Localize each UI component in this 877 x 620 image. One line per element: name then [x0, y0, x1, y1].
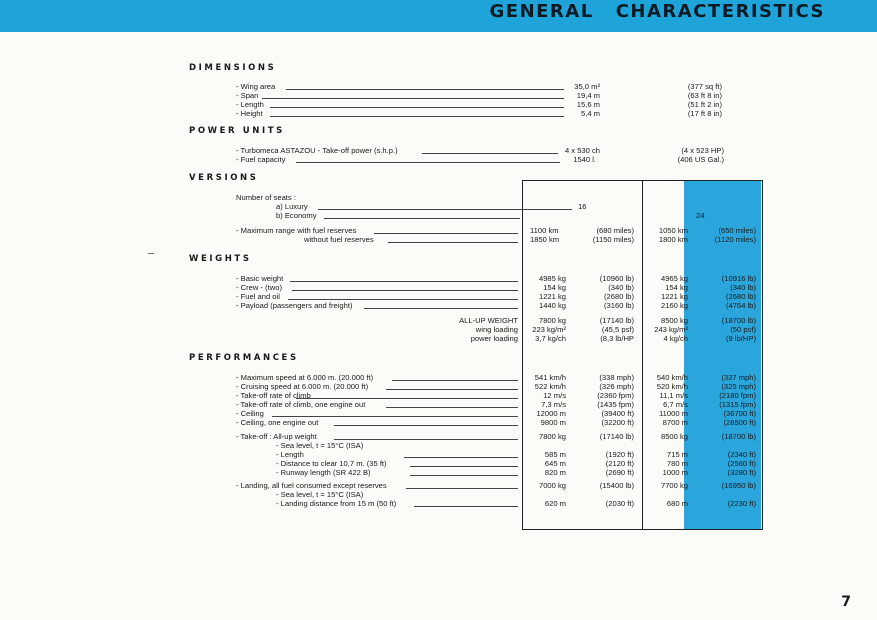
leader-line — [270, 107, 564, 108]
luxury-value: 820 m — [544, 468, 566, 477]
performance-label: - Sea level, t = 15°C (ISA) — [276, 441, 364, 450]
luxury-value: 585 m — [544, 450, 566, 459]
weight-label: - Basic weight — [236, 274, 284, 283]
performance-label: - Maximum speed at 6.000 m. (20.000 ft) — [236, 373, 374, 382]
economy-value: 6,7 m/s — [663, 400, 688, 409]
economy-imperial: (2180 fpm) — [719, 391, 756, 400]
performance-label: - Sea level, t = 15°C (ISA) — [276, 490, 364, 499]
economy-imperial: (9 lb/HP) — [726, 334, 756, 343]
luxury-value: 522 km/h — [534, 382, 566, 391]
luxury-value: 1440 kg — [538, 301, 566, 310]
section-title-dimensions: DIMENSIONS — [189, 63, 277, 73]
dimension-imperial: (377 sq ft) — [687, 82, 722, 91]
dimension-metric: 19,4 m — [576, 91, 600, 100]
leader-line — [262, 98, 564, 99]
performance-label: - Cruising speed at 6.000 m. (20.000 ft) — [236, 382, 369, 391]
luxury-imperial: (45,5 psf) — [601, 325, 634, 334]
economy-imperial: (18700 lb) — [721, 432, 756, 441]
power-label: - Fuel capacity — [236, 155, 286, 164]
dimension-label: - Span — [236, 91, 259, 100]
dimension-imperial: (17 ft 8 in) — [687, 109, 722, 118]
economy-imperial: (340 lb) — [730, 283, 756, 292]
economy-value: 715 m — [666, 450, 688, 459]
luxury-value: 7000 kg — [538, 481, 566, 490]
power-metric: 1540 l. — [573, 155, 596, 164]
economy-imperial: (2340 ft) — [727, 450, 756, 459]
luxury-imperial: (680 miles) — [596, 226, 634, 235]
luxury-value: 7800 kg — [538, 432, 566, 441]
luxury-label: a) Luxury — [276, 202, 308, 211]
leader-line — [324, 218, 520, 219]
leader-line — [334, 425, 518, 426]
economy-value: 1000 m — [662, 468, 688, 477]
leader-line — [392, 380, 518, 381]
luxury-value: 1850 km — [530, 235, 560, 244]
luxury-value: 154 kg — [543, 283, 566, 292]
economy-imperial: (16950 lb) — [721, 481, 756, 490]
economy-value: 520 km/h — [656, 382, 688, 391]
luxury-imperial: (32200 ft) — [601, 418, 634, 427]
dimension-metric: 5,4 m — [581, 109, 600, 118]
dimension-metric: 35,0 m² — [574, 82, 600, 91]
range-with-reserves-label: - Maximum range with fuel reserves — [236, 226, 357, 235]
leader-line — [414, 506, 518, 507]
leader-line — [292, 290, 518, 291]
leader-line — [272, 416, 518, 417]
section-title-performances: PERFORMANCES — [189, 353, 299, 363]
economy-imperial: (1315 fpm) — [719, 400, 756, 409]
economy-value: 680 m — [666, 499, 688, 508]
economy-imperial: (10916 lb) — [721, 274, 756, 283]
economy-value: 8700 m — [662, 418, 688, 427]
performance-label: - Ceiling, one engine out — [236, 418, 319, 427]
economy-seats-value: 24 — [696, 211, 705, 220]
leader-line — [334, 439, 518, 440]
luxury-imperial: (2120 ft) — [605, 459, 634, 468]
table-top-edge — [642, 180, 684, 181]
economy-value: 1800 km — [658, 235, 688, 244]
luxury-imperial: (2680 lb) — [604, 292, 634, 301]
power-metric: 4 x 530 ch — [564, 146, 600, 155]
power-loading-label: power loading — [470, 334, 518, 343]
luxury-imperial: (340 lb) — [608, 283, 634, 292]
dimension-label: - Height — [236, 109, 263, 118]
dimension-imperial: (63 ft 8 in) — [687, 91, 722, 100]
all-up-weight-label: ALL-UP WEIGHT — [459, 316, 518, 325]
economy-imperial: (36700 ft) — [723, 409, 756, 418]
page-title — [490, 1, 826, 22]
economy-value: 243 kg/m² — [654, 325, 688, 334]
range-without-reserves-label: without fuel reserves — [304, 235, 374, 244]
luxury-imperial: (17140 lb) — [599, 432, 634, 441]
economy-imperial: (18700 lb) — [721, 316, 756, 325]
leader-line — [410, 466, 518, 467]
economy-value: 1221 kg — [660, 292, 688, 301]
weight-label: - Crew - (two) — [236, 283, 282, 292]
wing-loading-label: wing loading — [475, 325, 518, 334]
economy-value: 154 kg — [665, 283, 688, 292]
power-imperial: (406 US Gal.) — [677, 155, 724, 164]
leader-line — [388, 242, 518, 243]
leader-line — [296, 162, 560, 163]
luxury-imperial: (338 mph) — [599, 373, 634, 382]
economy-value: 1050 km — [658, 226, 688, 235]
luxury-value: 3,7 kg/ch — [535, 334, 566, 343]
economy-imperial: (28500 ft) — [723, 418, 756, 427]
luxury-value: 9800 m — [540, 418, 566, 427]
economy-value: 2160 kg — [660, 301, 688, 310]
luxury-value: 541 km/h — [534, 373, 566, 382]
economy-imperial: (3280 ft) — [727, 468, 756, 477]
luxury-value: 7,3 m/s — [541, 400, 566, 409]
performance-label: - Distance to clear 10,7 m. (35 ft) — [276, 459, 387, 468]
leader-line — [422, 153, 558, 154]
power-imperial: (4 x 523 HP) — [681, 146, 724, 155]
margin-tick — [148, 253, 154, 254]
luxury-imperial: (39400 ft) — [601, 409, 634, 418]
economy-value: 540 km/h — [656, 373, 688, 382]
luxury-value: 12000 m — [536, 409, 566, 418]
economy-imperial: (337 mph) — [721, 373, 756, 382]
leader-line — [406, 488, 518, 489]
economy-imperial: (650 miles) — [718, 226, 756, 235]
economy-imperial: (4764 lb) — [726, 301, 756, 310]
luxury-value: 4985 kg — [538, 274, 566, 283]
performance-label: - Take-off rate of climb, one engine out — [236, 400, 366, 409]
dimension-metric: 15,6 m — [576, 100, 600, 109]
luxury-seats-value: 16 — [578, 202, 587, 211]
luxury-imperial: (2030 ft) — [605, 499, 634, 508]
economy-value: 11,1 m/s — [659, 391, 688, 400]
economy-value: 4965 kg — [660, 274, 688, 283]
performance-label: - Take-off rate of climb — [236, 391, 311, 400]
luxury-imperial: (17140 lb) — [599, 316, 634, 325]
leader-line — [286, 89, 564, 90]
economy-value: 8500 kg — [660, 432, 688, 441]
luxury-imperial: (1150 miles) — [592, 235, 634, 244]
leader-line — [270, 116, 564, 117]
leader-line — [374, 233, 518, 234]
leader-line — [404, 457, 518, 458]
leader-line — [410, 475, 518, 476]
economy-label: b) Economy — [276, 211, 317, 220]
luxury-value: 12 m/s — [543, 391, 566, 400]
leader-line — [386, 389, 518, 390]
section-title-weights: WEIGHTS — [189, 254, 252, 264]
leader-line — [296, 398, 518, 399]
economy-value: 7700 kg — [660, 481, 688, 490]
economy-imperial: (50 psf) — [730, 325, 756, 334]
luxury-value: 1221 kg — [538, 292, 566, 301]
economy-imperial: (325 mph) — [721, 382, 756, 391]
leader-line — [364, 308, 518, 309]
weight-label: - Payload (passengers and freight) — [236, 301, 353, 310]
weight-label: - Fuel and oil — [236, 292, 280, 301]
luxury-imperial: (1435 fpm) — [597, 400, 634, 409]
performance-label: - Landing distance from 15 m (50 ft) — [276, 499, 397, 508]
performance-label: - Runway length (SR 422 B) — [276, 468, 371, 477]
luxury-value: 223 kg/m² — [532, 325, 566, 334]
performance-label: - Length — [276, 450, 304, 459]
luxury-imperial: (1920 ft) — [605, 450, 634, 459]
section-title-power-units: POWER UNITS — [189, 126, 285, 136]
section-title-versions: VERSIONS — [189, 173, 259, 183]
performance-label: - Landing, all fuel consumed except reserves — [236, 481, 387, 490]
performance-label: - Ceiling — [236, 409, 264, 418]
title-word-general: GENERAL — [489, 1, 594, 22]
luxury-value: 645 m — [544, 459, 566, 468]
title-word-characteristics: CHARACTERISTICS — [615, 1, 825, 22]
page-number: 7 — [841, 594, 851, 610]
dimension-imperial: (51 ft 2 in) — [687, 100, 722, 109]
leader-line — [288, 299, 518, 300]
luxury-imperial: (3160 lb) — [604, 301, 634, 310]
economy-value: 780 m — [666, 459, 688, 468]
economy-value: 11000 m — [659, 409, 688, 418]
header-banner — [0, 0, 877, 32]
economy-imperial: (2230 ft) — [727, 499, 756, 508]
seats-label: Number of seats : — [236, 193, 296, 202]
luxury-imperial: (326 mph) — [599, 382, 634, 391]
economy-imperial: (2680 lb) — [726, 292, 756, 301]
luxury-imperial: (2360 fpm) — [597, 391, 634, 400]
luxury-value: 620 m — [544, 499, 566, 508]
leader-line — [386, 407, 518, 408]
luxury-imperial: (15400 lb) — [599, 481, 634, 490]
luxury-imperial: (8,3 lb/HP — [600, 334, 634, 343]
performance-label: - Take-off : All-up weight — [236, 432, 317, 441]
dimension-label: - Length — [236, 100, 264, 109]
power-label: - Turbomeca ASTAZOU - Take-off power (s.h.p.) — [236, 146, 398, 155]
economy-value: 8500 kg — [660, 316, 688, 325]
luxury-imperial: (10960 lb) — [599, 274, 634, 283]
economy-imperial: (1120 miles) — [714, 235, 756, 244]
leader-line — [318, 209, 572, 210]
luxury-value: 1100 km — [530, 226, 559, 235]
economy-value: 4 kg/ch — [663, 334, 688, 343]
dimension-label: - Wing area — [236, 82, 276, 91]
leader-line — [290, 281, 518, 282]
economy-imperial: (2560 ft) — [727, 459, 756, 468]
luxury-imperial: (2690 ft) — [605, 468, 634, 477]
luxury-value: 7800 kg — [538, 316, 566, 325]
